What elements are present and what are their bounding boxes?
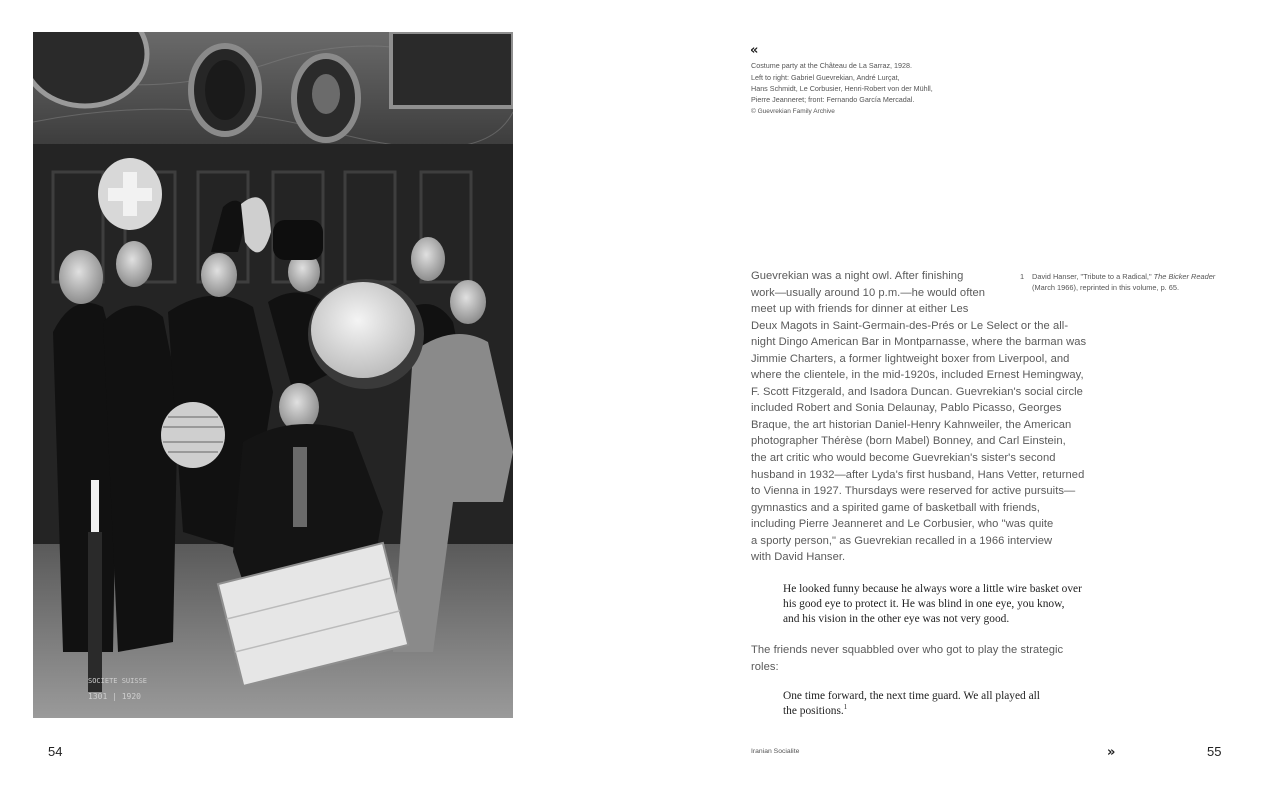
body-line: where the clientele, in the mid-1920s, included Ernest Hemingway, — [751, 369, 1084, 382]
body-line: a sporty person," as Guevrekian recalled in a 1966 interview — [751, 534, 1053, 547]
page-number-right: 55 — [1207, 744, 1222, 759]
block-quote-basket — [783, 582, 1103, 627]
body-line: husband in 1932—after Lyda's first husband, Hans Vetter, returned — [751, 468, 1085, 481]
page-number-left: 54 — [48, 744, 63, 759]
body-line: Guevrekian was a night owl. After finishing — [751, 270, 964, 282]
body-line: night Dingo American Bar in Montparnasse, where the barman was — [751, 336, 1087, 349]
body-line: F. Scott Fitzgerald, and Isadora Duncan. Guevrekian's social circle — [751, 385, 1083, 398]
caption-line: Pierre Jeanneret; front: Fernando García Mercadal. — [751, 94, 915, 104]
quote-line-text: the positions. — [783, 705, 844, 717]
photo-stamp-line2: 1301 | 1920 — [88, 692, 141, 701]
body-line: including Pierre Jeanneret and Le Corbusier, who "was quite — [751, 518, 1054, 531]
body-line: meet up with friends for dinner at either Les — [751, 303, 969, 316]
quote-line: his good eye to protect it. He was blind in one eye, you know, — [783, 598, 1065, 610]
block-quote-positions — [783, 689, 1103, 719]
body-line: with David Hanser. — [751, 551, 846, 564]
main-paragraph — [751, 268, 1121, 566]
body-line: the art critic who would become Guevrekian's sister's second — [751, 452, 1056, 465]
quote-line: One time forward, the next time guard. We all played all — [783, 690, 1040, 702]
photo-stamp-line1: SOCIETE SUISSE — [88, 677, 148, 685]
body-line: included Robert and Sonia Delaunay, Pablo Picasso, Georges — [751, 402, 1062, 415]
friends-paragraph — [751, 642, 1121, 675]
body-line: gymnastics and a spirited game of basketball with friends, — [751, 501, 1040, 514]
footnote-reference: 1 — [843, 703, 848, 712]
footnote-publication: The Bicker Reader — [1153, 272, 1216, 281]
body-line: roles: — [751, 660, 779, 673]
body-line: to Vienna in 1927. Thursdays were reserved for active pursuits— — [751, 485, 1076, 498]
caption-credit: © Guevrekian Family Archive — [751, 107, 835, 115]
footnote-number: 1 — [1020, 272, 1025, 281]
footnote-text-before: David Hanser, "Tribute to a Radical," — [1032, 272, 1152, 281]
body-line: Braque, the art historian Daniel-Henry Kahnweiler, the American — [751, 418, 1072, 431]
next-marker-icon: » — [1107, 745, 1116, 760]
quote-line — [783, 704, 1103, 719]
quote-line: and his vision in the other eye was not very good. — [783, 613, 1010, 625]
body-line: work—usually around 10 p.m.—he would often — [751, 286, 986, 299]
running-head: Iranian Socialite — [751, 748, 800, 755]
body-line: photographer Thérèse (born Mabel) Bonney, and Carl Einstein, — [751, 435, 1066, 448]
body-line: Deux Magots in Saint-Germain-des-Prés or Le Select or the all- — [751, 319, 1069, 332]
left-page — [0, 0, 636, 800]
photo-caption — [751, 61, 981, 118]
body-line: Jimmie Charters, a former lightweight boxer from Liverpool, and — [751, 352, 1070, 365]
previous-marker-icon: « — [750, 43, 759, 58]
costume-party-photo — [33, 32, 513, 718]
caption-line: Left to right: Gabriel Guevrekian, André Lurçat, — [751, 72, 900, 82]
footnote-text-after: (March 1966), reprinted in this volume, p. 65. — [1032, 283, 1180, 292]
caption-line: Hans Schmidt, Le Corbusier, Henri-Robert von der Mühll, — [751, 83, 933, 93]
body-line: The friends never squabbled over who got to play the strategic — [751, 644, 1064, 656]
caption-title: Costume party at the Château de La Sarraz, 1928. — [751, 61, 913, 70]
quote-line: He looked funny because he always wore a little wire basket over — [783, 583, 1082, 595]
